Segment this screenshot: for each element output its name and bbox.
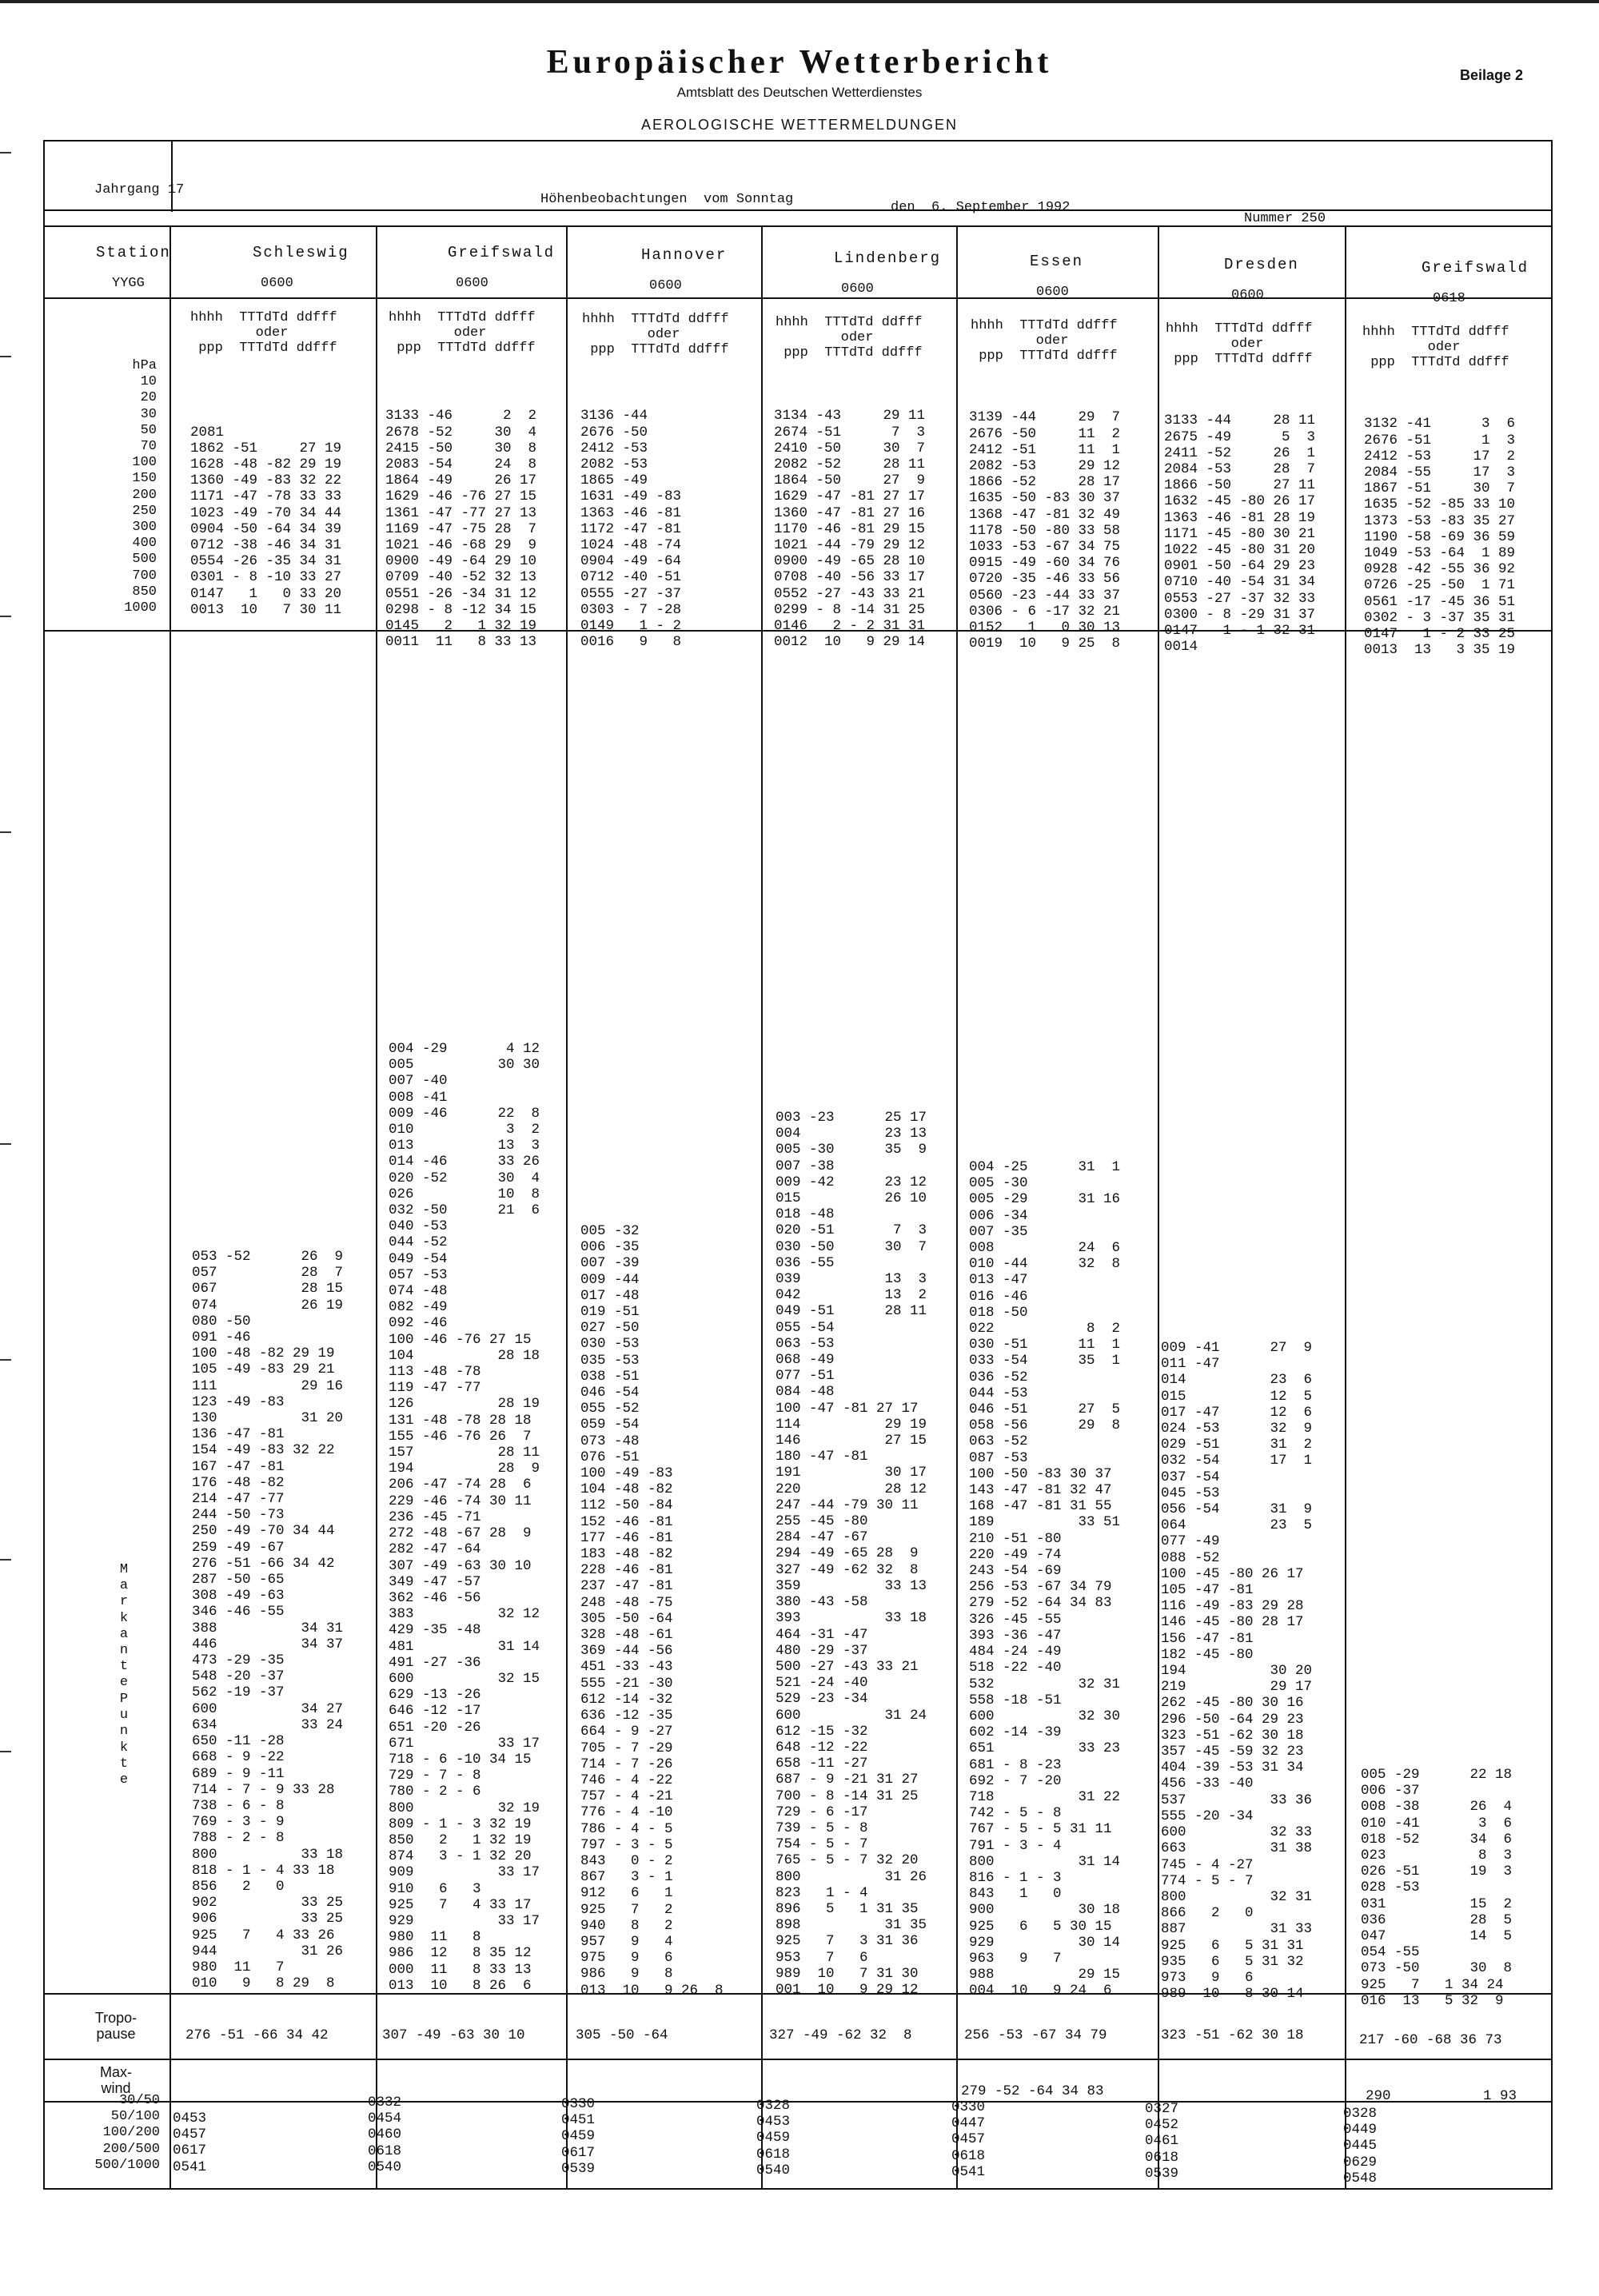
- standard-levels-essen: 3139 -44 29 7 2676 -50 11 2 2412 -51 11 1 2082 -53 29 12 1866 -52 28 17 1635 -50 -83 30 37 1368 -47 -81 32 49 1178 -50 -80 33 58 1033 -53 -67 34 75 0915 -49 -60 34 76 0720 -35 -46 33 56 0560 -23 -44 33 37 0306 - 6 -17 32 21 0152 1 0 30 13 0019 10 9 25 8: [969, 409, 1121, 652]
- station-name-schleswig: Schleswig: [253, 244, 349, 261]
- column-rule: [376, 225, 377, 2188]
- column-rule: [761, 225, 763, 2188]
- standard-levels-greifswald-2: 3132 -41 3 6 2676 -51 1 3 2412 -53 17 2 2084 -55 17 3 1867 -51 30 7 1635 -52 -85 33 10 1373 -53 -83 35 27 1190 -58 -69 36 59 1049 -53 -64 1 89 0928 -42 -55 36 92 0726 -25 -50 1 71 0561 -17 -45 36 51 0302 - 3 -37 35 31 0147 1 - 2 33 25 0013 13 3 35 19: [1364, 416, 1516, 659]
- tropopause-schleswig: 276 -51 -66 34 42: [185, 2027, 329, 2043]
- station-time-schleswig: 0600: [261, 276, 293, 291]
- maxwind-label: Max- wind: [100, 2064, 132, 2096]
- station-name-dresden: Dresden: [1224, 256, 1299, 273]
- station-time-dresden: 0600: [1231, 288, 1264, 303]
- sheet-corner-box: [45, 140, 173, 212]
- thickness-layer-labels: 30/50 50/100 100/200 200/500 500/1000: [94, 2093, 160, 2173]
- observation-title: Höhenbeobachtungen vom Sonntag: [540, 192, 794, 207]
- column-header-dresden: hhhh TTTdTd ddfff oder ppp TTTdTd ddfff: [1166, 321, 1313, 367]
- rule: [43, 297, 1551, 299]
- column-header-lindenberg: hhhh TTTdTd ddfff oder ppp TTTdTd ddfff: [776, 315, 923, 361]
- column-header-essen: hhhh TTTdTd ddfff oder ppp TTTdTd ddfff: [971, 318, 1118, 364]
- thickness-schleswig: 0453 0457 0617 0541: [173, 2111, 207, 2175]
- station-time-greifswald: 0600: [456, 276, 488, 291]
- tropopause-essen: 256 -53 -67 34 79: [964, 2027, 1107, 2043]
- edge-mark: [0, 616, 11, 617]
- edge-mark: [0, 1559, 11, 1561]
- standard-levels-dresden: 3133 -44 28 11 2675 -49 5 3 2411 -52 26 1 2084 -53 28 7 1866 -50 27 11 1632 -45 -80 26 17 1363 -46 -81 28 19 1171 -45 -80 30 21 1022 -45 -80 31 20 0901 -50 -64 29 23 0710 -40 -54 31 34 0553 -27 -37 32 33 0300 - 8 -29 31 37 0147 1 - 1 32 31 0014: [1164, 413, 1316, 656]
- significant-points-hannover: 005 -32 006 -35 007 -39 009 -44 017 -48 019 -51 027 -50 030 -53 035 -53 038 -51 046 -54 055 -52 059 -54 073 -48 076 -51 100 -49 -83 104 -48 -82 112 -50 -84 152 -46 -81 177 -46 -81 183 -48 -82 228 -46 -81 237 -47 -81 248 -48 -75 305 -50 -64 328 -48 -61 369 -44 -56 451 -33 -43 555 -21 -30 612 -14 -32 636 -12 -35 664 - 9 -27 705 - 7 -29 714 - 7 -26 746 - 4 -22 757 - 4 -21 776 - 4 -10 786 - 4 - 5 797 - 3 - 5 843 0 - 2 867 3 - 1 912 6 1 925 7 2 940 8 2 957 9 4 975 9 6 986 9 8 013 10 9 26 8: [580, 1223, 724, 1999]
- thickness-dresden: 0327 0452 0461 0618 0539: [1145, 2101, 1179, 2182]
- report-title: Europäischer Wetterbericht: [546, 44, 1053, 81]
- rule: [43, 2059, 1551, 2060]
- rule: [43, 2101, 1551, 2103]
- top-rule: [0, 0, 1599, 3]
- tropopause-greifswald: 307 -49 -63 30 10: [382, 2027, 525, 2043]
- column-header-schleswig: hhhh TTTdTd ddfff oder ppp TTTdTd ddfff: [190, 310, 337, 356]
- thickness-greifswald: 0332 0454 0460 0618 0540: [368, 2095, 402, 2175]
- section-title: AEROLOGISCHE WETTERMELDUNGEN: [640, 117, 959, 133]
- edge-mark: [0, 356, 11, 357]
- station-time-hannover: 0600: [649, 278, 682, 293]
- edge-mark: [0, 1751, 11, 1752]
- column-header-greifswald: hhhh TTTdTd ddfff oder ppp TTTdTd ddfff: [389, 310, 536, 356]
- significant-points-dresden: 009 -41 27 9 011 -47 014 23 6 015 12 5 017 -47 12 6 024 -53 32 9 029 -51 31 2 032 -54 17 1 037 -54 045 -53 056 -54 31 9 064 23 5 077 -49 088 -52 100 -45 -80 26 17 105 -47 -81 116 -49 -83 29 28 146 -45 -80 28 17 156 -47 -81 182 -45 -80 194 30 20 219 29 17 262 -45 -80 30 16 296 -50 -64 29 23 323 -51 -62 30 18 357 -45 -59 32 23 404 -39 -53 31 34 456 -33 -40 537 33 36 555 -20 -34 600 32 33 663 31 38 745 - 4 -27 774 - 5 - 7 800 32 31 866 2 0 887 31 33 925 6 5 31 31 935 6 5 31 32 973 9 6 989 10 8 30 14: [1161, 1340, 1313, 2003]
- standard-levels-hannover: 3136 -44 2676 -50 2412 -53 2082 -53 1865 -49 1631 -49 -83 1363 -46 -81 1172 -47 -81 1024 -48 -74 0904 -49 -64 0712 -40 -51 0555 -27 -37 0303 - 7 -28 0149 1 - 2 0016 9 8: [580, 408, 682, 651]
- punkte-label: P u n k t e: [119, 1692, 129, 1788]
- station-time-lindenberg: 0600: [841, 281, 874, 297]
- station-time-greifswald-2: 0618: [1433, 291, 1465, 306]
- significant-points-greifswald-2: 005 -29 22 18 006 -37 008 -38 26 4 010 -41 3 6 018 -52 34 6 023 8 3 026 -51 19 3 028 -53 031 15 2 036 28 5 047 14 5 054 -55 073 -50 30 8 925 7 1 34 24 016 13 5 32 9: [1361, 1767, 1513, 2009]
- pressure-level-labels: hPa 10 20 30 50 70 100 150 200 250 300 400 500 700 850 1000: [124, 358, 157, 616]
- thickness-greifswald-2: 0328 0449 0445 0629 0548: [1343, 2106, 1378, 2186]
- column-rule: [566, 225, 568, 2188]
- edge-mark: [0, 152, 11, 153]
- standard-levels-greifswald: 3133 -46 2 2 2678 -52 30 4 2415 -50 30 8 2083 -54 24 8 1864 -49 26 17 1629 -46 -76 27 15 1361 -47 -77 27 13 1169 -47 -75 28 7 1021 -46 -68 29 9 0900 -49 -64 29 10 0709 -40 -52 32 13 0551 -26 -34 31 12 0298 - 8 -12 34 15 0145 2 1 32 19 0011 11 8 33 13: [385, 408, 537, 651]
- tropopause-dresden: 323 -51 -62 30 18: [1161, 2027, 1304, 2043]
- column-header-hannover: hhhh TTTdTd ddfff oder ppp TTTdTd ddfff: [582, 312, 729, 357]
- column-header-greifswald-2: hhhh TTTdTd ddfff oder ppp TTTdTd ddfff: [1362, 325, 1509, 370]
- edge-mark: [0, 831, 11, 833]
- station-time-essen: 0600: [1036, 285, 1069, 300]
- significant-points-greifswald: 004 -29 4 12 005 30 30 007 -40 008 -41 009 -46 22 8 010 3 2 013 13 3 014 -46 33 26 020 -52 30 4 026 10 8 032 -50 21 6 040 -53 044 -52 049 -54 057 -53 074 -48 082 -49 092 -46 100 -46 -76 27 15 104 28 18 113 -48 -78 119 -47 -77 126 28 19 131 -48 -78 28 18 155 -46 -76 26 7 157 28 11 194 28 9 206 -47 -74 28 6 229 -46 -74 30 11 236 -45 -71 272 -48 -67 28 9 282 -47 -64 307 -49 -63 30 10 349 -47 -57 362 -46 -56 383 32 12 429 -35 -48 481 31 14 491 -27 -36 600 32 15 629 -13 -26 646 -12 -17 651 -20 -26 671 33 17 718 - 6 -10 34 15 729 - 7 - 8 780 - 2 - 6 800 32 19 809 - 1 - 3 32 19 850 2 1 32 19 874 3 - 1 32 20 909 33 17 910 6 3 925 7 4 33 17 929 33 17 980 11 8 986 12 8 35 12 000 11 8 33 13 013 10 8 26 6: [389, 1041, 540, 1994]
- significant-points-schleswig: 053 -52 26 9 057 28 7 067 28 15 074 26 19 080 -50 091 -46 100 -48 -82 29 19 105 -49 -83 29 21 111 29 16 123 -49 -83 130 31 20 136 -47 -81 154 -49 -83 32 22 167 -47 -81 176 -48 -82 214 -47 -77 244 -50 -73 250 -49 -70 34 44 259 -49 -67 276 -51 -66 34 42 287 -50 -65 308 -49 -63 346 -46 -55 388 34 31 446 34 37 473 -29 -35 548 -20 -37 562 -19 -37 600 34 27 634 33 24 650 -11 -28 668 - 9 -22 689 - 9 -11 714 - 7 - 9 33 28 738 - 6 - 8 769 - 3 - 9 788 - 2 - 8 800 33 18 818 - 1 - 4 33 18 856 2 0 902 33 25 906 33 25 925 7 4 33 26 944 31 26 980 11 7 010 9 8 29 8: [192, 1249, 344, 1992]
- tropopause-lindenberg: 327 -49 -62 32 8: [769, 2027, 912, 2043]
- station-name-hannover: Hannover: [641, 246, 728, 264]
- significant-points-essen: 004 -25 31 1 005 -30 005 -29 31 16 006 -34 007 -35 008 24 6 010 -44 32 8 013 -47 016 -46 018 -50 022 8 2 030 -51 11 1 033 -54 35 1 036 -52 044 -53 046 -51 27 5 058 -56 29 8 063 -52 087 -53 100 -50 -83 30 37 143 -47 -81 32 47 168 -47 -81 31 55 189 33 51 210 -51 -80 220 -49 -74 243 -54 -69 256 -53 -67 34 79 279 -52 -64 34 83 326 -45 -55 393 -36 -47 484 -24 -49 518 -22 -40 532 32 31 558 -18 -51 600 32 30 602 -14 -39 651 33 23 681 - 8 -23 692 - 7 -20 718 31 22 742 - 5 - 8 767 - 5 - 5 31 11 791 - 3 - 4 800 31 14 816 - 1 - 3 843 1 0 900 30 18 925 6 5 30 15 929 30 14 963 9 7 988 29 15 004 10 9 24 6: [969, 1159, 1121, 1999]
- maxwind-essen: 279 -52 -64 34 83: [961, 2083, 1104, 2099]
- column-rule: [169, 225, 171, 2188]
- tropopause-label: Tropo- pause: [94, 2010, 138, 2042]
- edge-mark: [0, 1359, 11, 1361]
- station-name-greifswald-2: Greifswald: [1422, 259, 1529, 277]
- issue-number: Nummer 250: [1244, 211, 1326, 226]
- tropopause-hannover: 305 -50 -64: [576, 2027, 668, 2043]
- significant-points-lindenberg: 003 -23 25 17 004 23 13 005 -30 35 9 007 -38 009 -42 23 12 015 26 10 018 -48 020 -51 7 3 030 -50 30 7 036 -55 039 13 3 042 13 2 049 -51 28 11 055 -54 063 -53 068 -49 077 -51 084 -48 100 -47 -81 27 17 114 29 19 146 27 15 180 -47 -81 191 30 17 220 28 12 247 -44 -79 30 11 255 -45 -80 284 -47 -67 294 -49 -65 28 9 327 -49 -62 32 8 359 33 13 380 -43 -58 393 33 18 464 -31 -47 480 -29 -37 500 -27 -43 33 21 521 -24 -40 529 -23 -34 600 31 24 612 -15 -32 648 -12 -22 658 -11 -27 687 - 9 -21 31 27 700 - 8 -14 31 25 729 - 6 -17 739 - 5 - 8 754 - 5 - 7 765 - 5 - 7 32 20 800 31 26 823 1 - 4 896 5 1 31 35 898 31 35 925 7 3 31 36 953 7 6 989 10 7 31 30 001 10 9 29 12: [776, 1110, 927, 1998]
- thickness-hannover: 0330 0451 0459 0617 0539: [561, 2096, 596, 2177]
- volume-label: Jahrgang 17: [94, 182, 185, 197]
- markante-label: M a r k a n t e: [119, 1562, 129, 1691]
- yygg-label: YYGG: [112, 276, 145, 291]
- tropopause-greifswald-2: 217 -60 -68 36 73: [1359, 2032, 1502, 2048]
- edge-mark: [0, 1143, 11, 1145]
- column-rule: [1345, 225, 1346, 2188]
- supplement-label: Beilage 2: [1460, 67, 1524, 83]
- column-rule: [1158, 225, 1159, 2188]
- thickness-lindenberg: 0328 0453 0459 0618 0540: [756, 2098, 791, 2178]
- station-name-lindenberg: Lindenberg: [834, 249, 942, 267]
- maxwind-greifswald-2: 290 1 93: [1366, 2088, 1517, 2104]
- station-name-greifswald: Greifswald: [448, 244, 556, 261]
- observation-date: den 6. September 1992: [891, 200, 1071, 215]
- station-name-essen: Essen: [1030, 253, 1084, 270]
- standard-levels-lindenberg: 3134 -43 29 11 2674 -51 7 3 2410 -50 30 7 2082 -52 28 11 1864 -50 27 9 1629 -47 -81 27 17 1360 -47 -81 27 16 1170 -46 -81 29 15 1021 -44 -79 29 12 0900 -49 -65 28 10 0708 -40 -56 33 17 0552 -27 -43 33 21 0299 - 8 -14 31 25 0146 2 - 2 31 31 0012 10 9 29 14: [774, 408, 926, 651]
- column-rule: [956, 225, 958, 2188]
- thickness-essen: 0330 0447 0457 0618 0541: [951, 2099, 986, 2180]
- report-subtitle: Amtsblatt des Deutschen Wetterdienstes: [676, 85, 923, 100]
- station-label: Station: [96, 244, 171, 261]
- standard-levels-schleswig: 2081 1862 -51 27 19 1628 -48 -82 29 19 1360 -49 -83 32 22 1171 -47 -78 33 33 1023 -49 -70 34 44 0904 -50 -64 34 39 0712 -38 -46 34 31 0554 -26 -35 34 31 0301 - 8 -10 33 27 0147 1 0 33 20 0013 10 7 30 11: [190, 424, 342, 618]
